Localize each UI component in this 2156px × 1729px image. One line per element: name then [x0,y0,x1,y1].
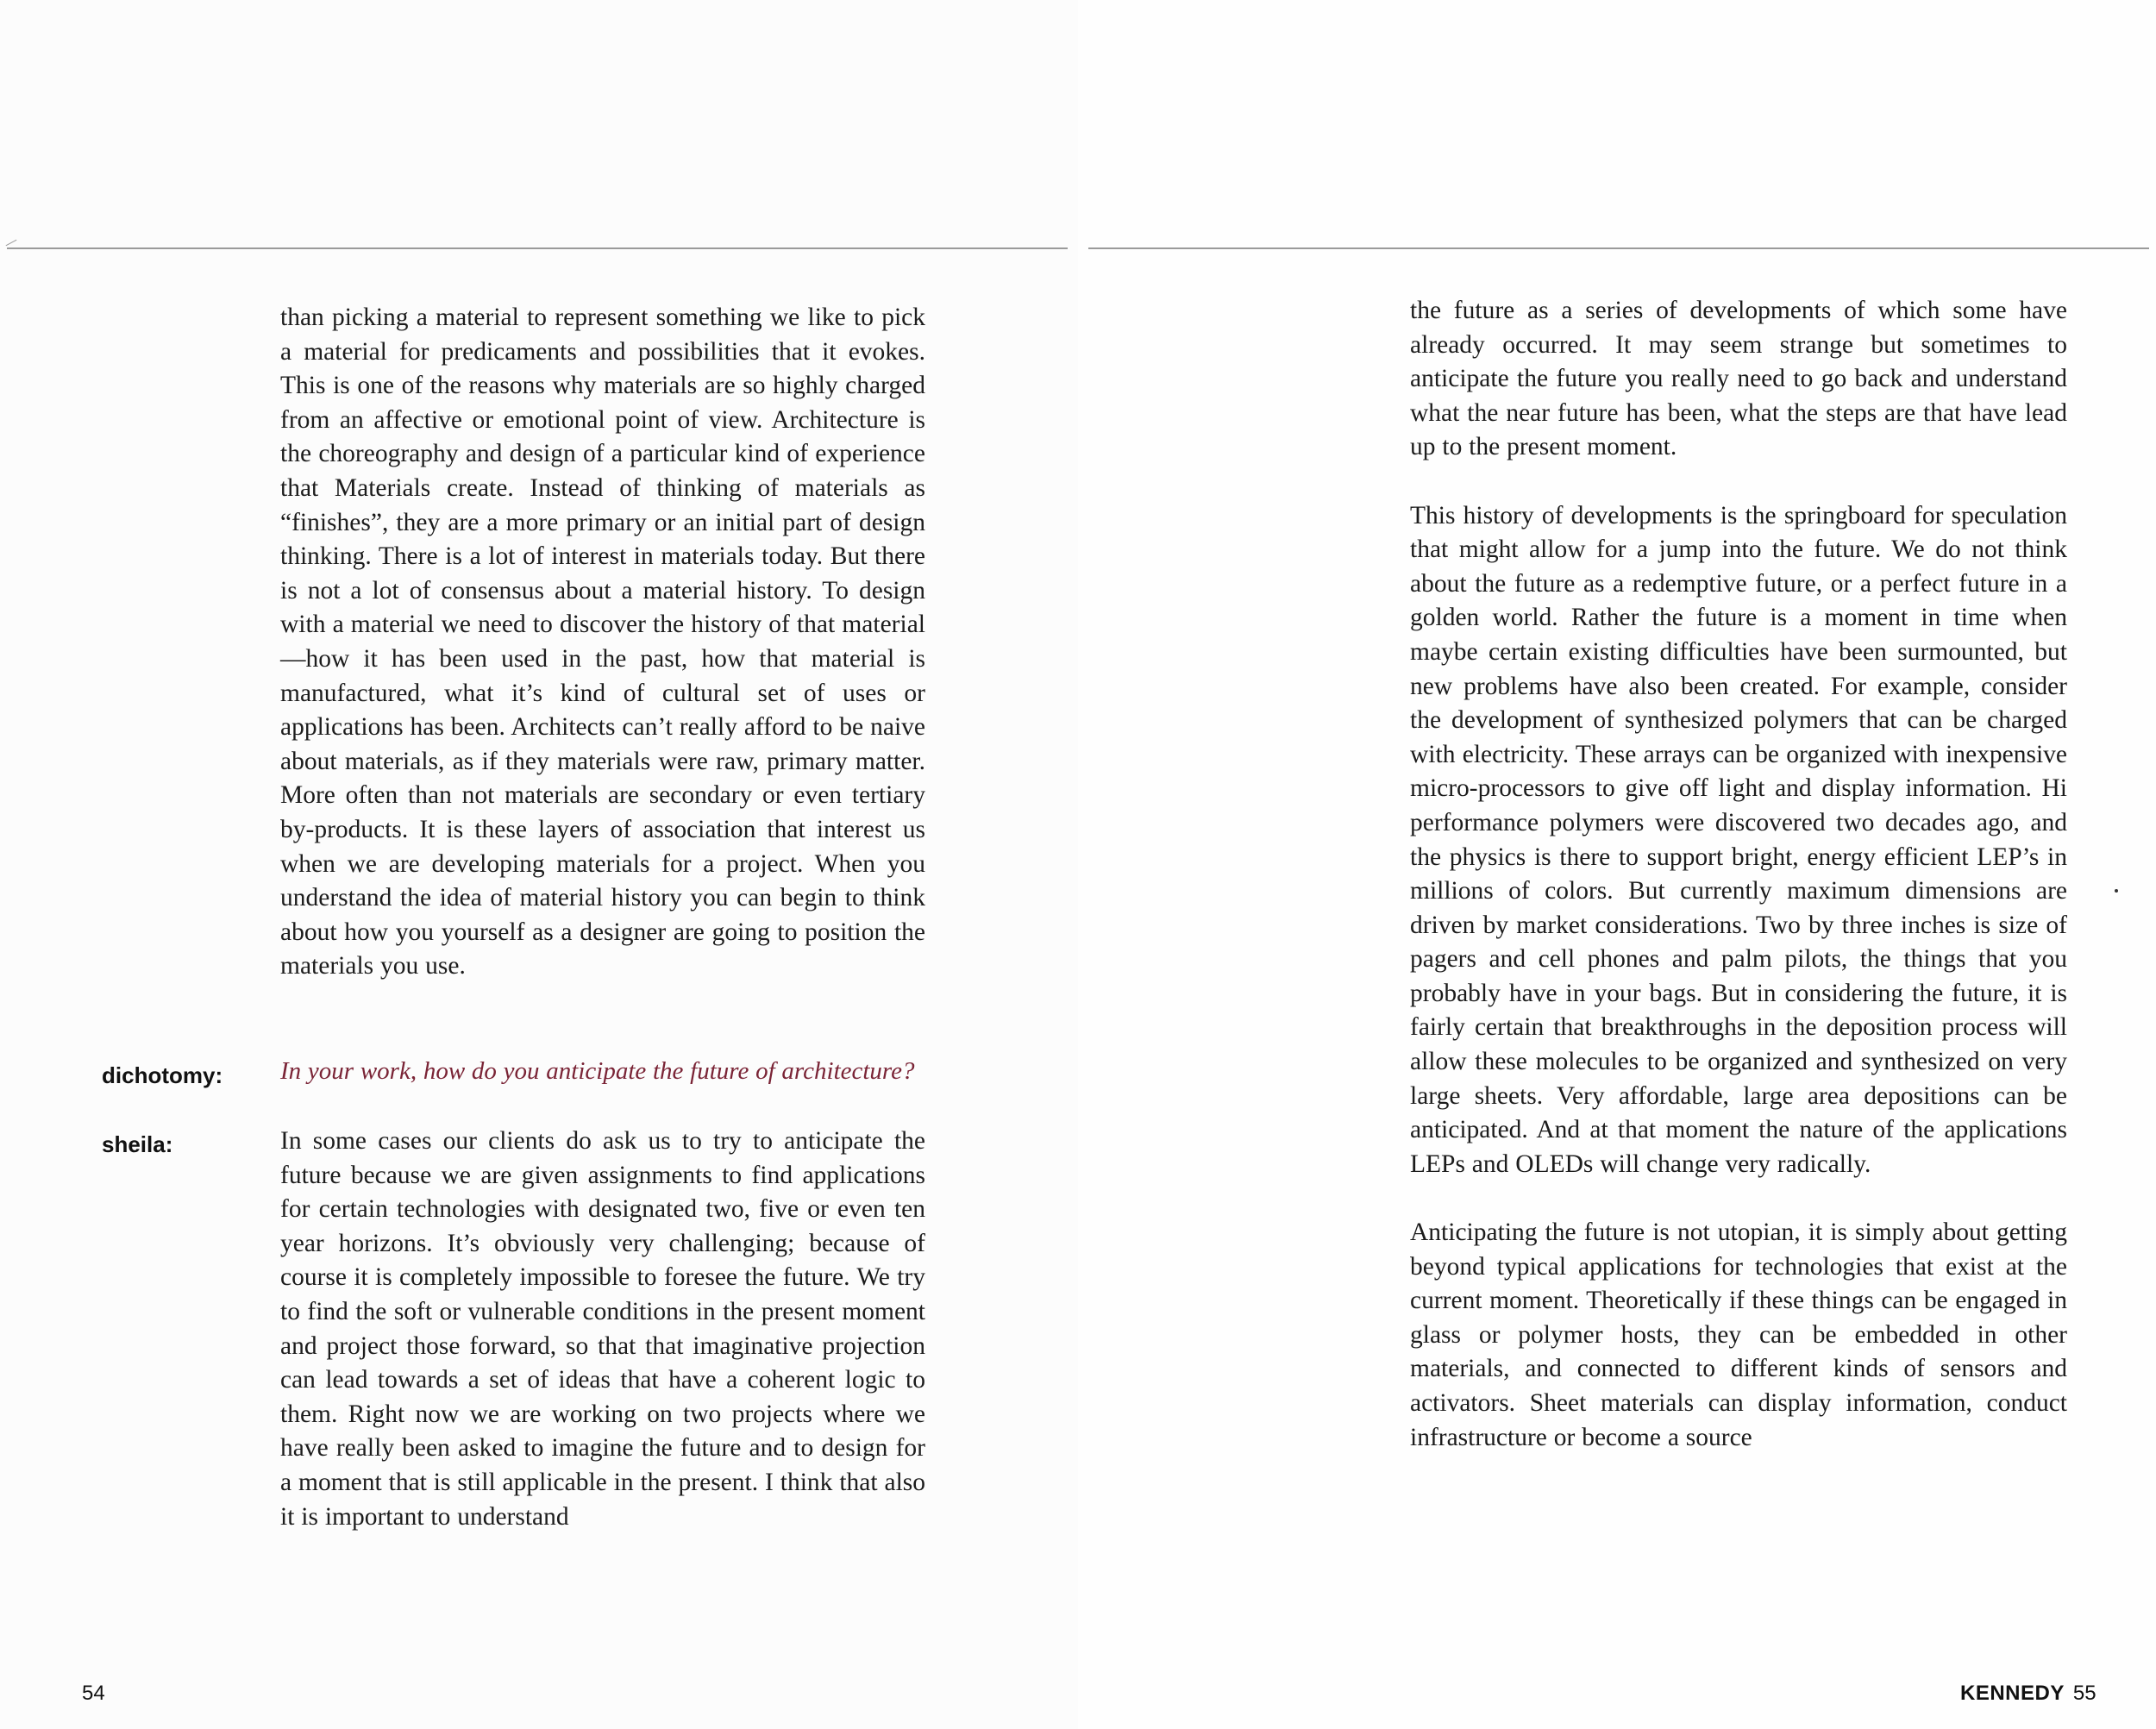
paragraph-history-springboard: This history of developments is the springboard for speculation that might allow for a jump into the future. We do not think about the future as a redemptive future, or a perfect future in a golden world. Rather the future is a moment in time when maybe certain existing difficulties have been surmounted, but new problems have also been created. For example, consider the development of synthesized polymers that can be charged with electricity. These arrays can be organized with inexpensive micro-processors to give off light and display information. Hi performance polymers were discovered two decades ago, and the physics is there to support bright, energy efficient LEP’s in millions of colors. But currently maximum dimensions are driven by market considerations. Two by three inches is size of pagers and cell phones and palm pilots, the things that you probably have in your bags. But in considering the future, it is fairly certain that breakthroughs in the deposition process will allow these molecules to be organized and synthesized on very large sheets. Very affordable, large area depositions can be anticipated. And at that moment the nature of the applications LEPs and OLEDs will change very radically. [1410,501,2067,1178]
paragraph-series-of-developments: the future as a series of developments of which some have already occurred. It may seem strange but sometimes to anticipate the future you really need to go back and understand what the near future has been, what the steps are that have lead up to the present moment. [1410,297,2067,461]
interview-question [280,1055,970,1089]
body-column-right [1410,294,2067,1455]
page-number-right: 55 [2072,1682,2096,1705]
header-rule-left [7,247,1068,249]
scan-speck [2115,889,2118,893]
header-rule-right [1088,247,2149,249]
body-column-left-bottom [280,1124,925,1534]
speaker-label-sheila: sheila: [102,1131,173,1157]
paragraph-not-utopian: Anticipating the future is not utopian, it is simply about getting beyond typical applications for technologies that exist at the current moment. Theoretically if these things can be engaged in glass or polymer hosts, they can be embedded in other materials, and connected to different kinds of sensors and activators. Sheet materials can display information, conduct infrastructure or become a source [1410,1218,2067,1451]
paragraph-anticipate-future: In some cases our clients do ask us to try to anticipate the future because we are given assignments to find applications for certain technologies with designated two, five or even ten year horizons. It’s obviously very challenging; because of course it is completely impossible to foresee the future. We try to find the soft or vulnerable conditions in the present moment and project those forward, so that that imaginative projection can lead towards a set of ideas that have a coherent logic to them. Right now we are working on two projects where we have really been asked to imagine the future and to design for a moment that is still applicable in the present. I think that also it is important to understand [280,1127,925,1531]
question-text: In your work, how do you anticipate the future of architecture? [280,1057,915,1085]
corner-mark [6,240,17,246]
paragraph-material-history: than picking a material to represent something we like to pick a material for predicaments and possibilities that it evokes. This is one of the reasons why materials are so highly charged from an affective or emotional point of view. Architecture is the choreography and design of a particular kind of experience that Materials create. Instead of thinking of materials as “finishes”, they are a more primary or an initial part of design thinking. There is a lot of interest in materials today. But there is not a lot of consensus about a material history. To design with a material we need to discover the history of that material—how it has been used in the past, how that material is manufactured, what it’s kind of cultural set of uses or applications has been. Architects can’t really afford to be naive about materials, as if they materials were raw, primary matter. More often than not materials are secondary or even tertiary by-products. It is these layers of association that interest us when we are developing materials for a project. When you understand the idea of material history you can begin to think about how you yourself as a designer are going to position the materials you use. [280,304,925,980]
running-head: KENNEDY [1960,1682,2065,1705]
page-number-left: 54 [82,1682,105,1705]
speaker-label-dichotomy: dichotomy: [102,1062,223,1088]
body-column-left-top [280,301,925,984]
right-page [1078,0,2156,1729]
page-footer-right [1960,1682,2096,1706]
